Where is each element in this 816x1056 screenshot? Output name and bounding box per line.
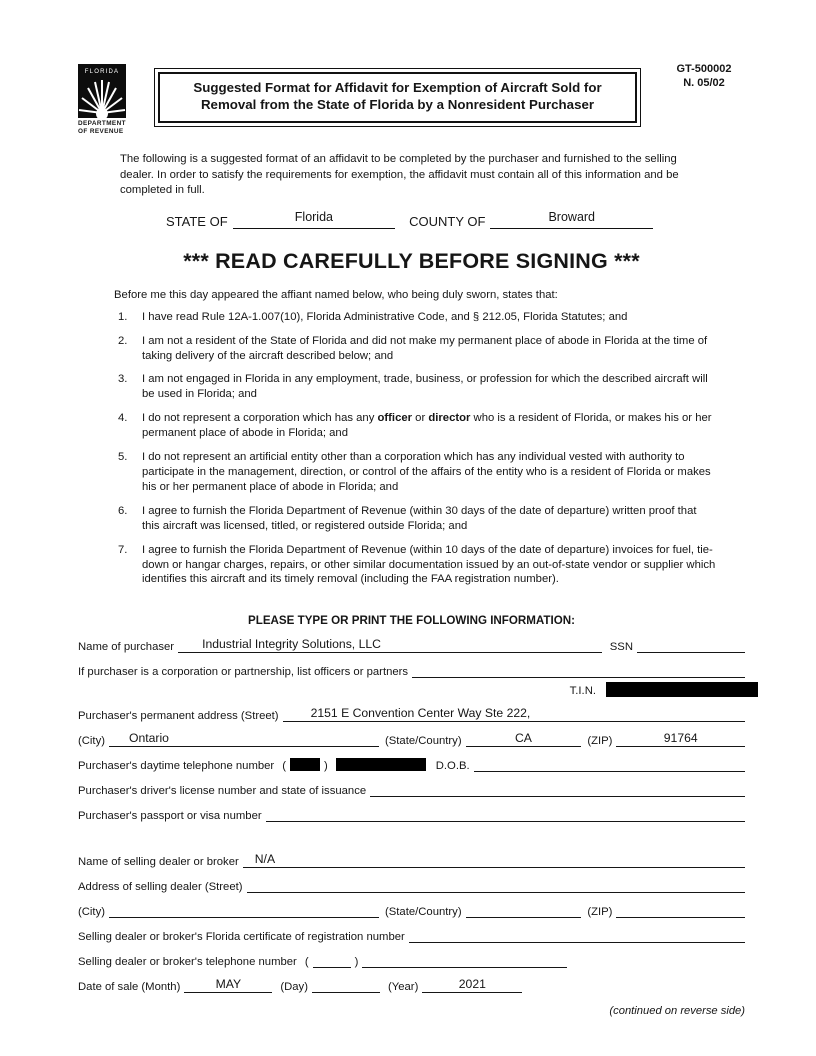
officers-row bbox=[78, 662, 745, 678]
item-text: I am not a resident of the State of Florida and did not make my permanent place of abode in Florida at the time of taking delivery of the aircraft described below; and bbox=[142, 334, 708, 362]
dob-line bbox=[474, 756, 745, 772]
state-of-value: Florida bbox=[294, 209, 333, 224]
dealer-cert-row bbox=[78, 927, 745, 943]
title-box-inner bbox=[158, 72, 637, 123]
purchaser-street-value: 2151 E Convention Center Way Ste 222, bbox=[310, 706, 531, 721]
print-notice: PLEASE TYPE OR PRINT THE FOLLOWING INFORMATION: bbox=[248, 614, 575, 628]
tin-redaction-box bbox=[606, 682, 758, 697]
city-value: Ontario bbox=[128, 731, 169, 746]
list-item bbox=[118, 411, 717, 441]
dealer-phone-line bbox=[362, 952, 567, 968]
close-paren: ) bbox=[323, 760, 328, 773]
purchaser-name-label: Name of purchaser bbox=[78, 641, 175, 654]
item-text: I am not engaged in Florida in any employment, trade, business, or profession for which the described aircraft will be used in Florida; and bbox=[142, 373, 708, 401]
dealer-phone-label: Selling dealer or broker's telephone number bbox=[78, 956, 297, 969]
dealer-cert-label: Selling dealer or broker's Florida certificate of registration number bbox=[78, 931, 405, 944]
dealer-area-code-line bbox=[313, 952, 351, 968]
phone-number-redaction-box bbox=[336, 758, 426, 771]
dealer-name-label: Name of selling dealer or broker bbox=[78, 856, 239, 869]
item-number: 6. bbox=[118, 504, 128, 517]
item-text: I have read Rule 12A-1.007(10), Florida Administrative Code, and § 212.05, Florida Statutes; and bbox=[142, 310, 628, 323]
item-number: 4. bbox=[118, 412, 128, 425]
year-label: (Year) bbox=[387, 981, 419, 994]
city-label: (City) bbox=[78, 906, 105, 919]
purchaser-name-row bbox=[78, 637, 745, 653]
state-country-label: (State/Country) bbox=[384, 735, 462, 748]
item-text bbox=[142, 411, 717, 441]
purchaser-phone-label: Purchaser's daytime telephone number bbox=[78, 760, 275, 773]
dob-label: D.O.B. bbox=[435, 760, 470, 773]
dealer-name-value: N/A bbox=[254, 852, 276, 867]
close-paren: ) bbox=[354, 956, 359, 969]
svg-text:FLORIDA: FLORIDA bbox=[84, 69, 120, 75]
year-line bbox=[422, 977, 522, 993]
county-of-line bbox=[490, 211, 653, 229]
date-of-sale-row bbox=[78, 977, 745, 993]
item-text-bold: director bbox=[428, 412, 471, 425]
dealer-street-row bbox=[78, 877, 745, 893]
state-country-value: CA bbox=[514, 731, 532, 746]
zip-label: (ZIP) bbox=[587, 735, 613, 748]
state-country-label: (State/Country) bbox=[384, 906, 462, 919]
purchaser-name-line bbox=[178, 637, 602, 653]
item-number: 5. bbox=[118, 451, 128, 464]
passport-label: Purchaser's passport or visa number bbox=[78, 810, 262, 823]
document-title: Suggested Format for Affidavit for Exemption of Aircraft Sold for Removal from the State of Florida by a Nonresident Purchaser bbox=[193, 80, 602, 113]
dealer-phone-row bbox=[78, 952, 745, 968]
area-code-redaction-box bbox=[290, 758, 320, 771]
purchaser-street-row bbox=[78, 706, 745, 722]
continued-note: (continued on reverse side) bbox=[609, 1005, 745, 1018]
sunburst-icon bbox=[78, 64, 126, 118]
city-label: (City) bbox=[78, 735, 105, 748]
officers-label: If purchaser is a corporation or partnership, list officers or partners bbox=[78, 666, 409, 679]
list-item bbox=[118, 372, 717, 402]
dealer-name-row bbox=[78, 852, 745, 868]
dealer-city-row bbox=[78, 902, 745, 918]
statement-list bbox=[118, 310, 717, 588]
license-row bbox=[78, 781, 745, 797]
county-of-value: Broward bbox=[548, 209, 596, 224]
item-text: I agree to furnish the Florida Department of Revenue (within 30 days of the date of departure) written proof that this aircraft was licensed, titled, or registered outside Florida; and bbox=[142, 504, 697, 532]
list-item bbox=[118, 310, 717, 325]
item-text-segment: I do not represent a corporation which has any bbox=[142, 412, 378, 425]
dealer-cert-line bbox=[409, 927, 745, 943]
month-line bbox=[184, 977, 272, 993]
title-box bbox=[154, 68, 641, 127]
state-country-line bbox=[466, 731, 582, 747]
list-item bbox=[118, 334, 717, 364]
day-label: (Day) bbox=[280, 981, 308, 994]
form-code-text: GT-500002 bbox=[676, 63, 732, 75]
dealer-street-label: Address of selling dealer (Street) bbox=[78, 881, 243, 894]
zip-value: 91764 bbox=[663, 731, 698, 746]
form-number bbox=[663, 62, 745, 91]
year-value: 2021 bbox=[458, 977, 486, 992]
officers-line bbox=[412, 662, 745, 678]
state-of-label: STATE OF bbox=[166, 213, 228, 229]
county-of-label: COUNTY OF bbox=[409, 213, 486, 229]
read-carefully-heading: *** READ CAREFULLY BEFORE SIGNING *** bbox=[183, 248, 640, 273]
ssn-line bbox=[637, 637, 745, 653]
dealer-zip-line bbox=[616, 902, 745, 918]
item-number: 2. bbox=[118, 334, 128, 347]
tin-row bbox=[78, 682, 745, 697]
month-value: MAY bbox=[215, 977, 242, 992]
item-number: 1. bbox=[118, 310, 128, 323]
florida-dor-logo bbox=[78, 64, 128, 136]
zip-label: (ZIP) bbox=[587, 906, 613, 919]
passport-line bbox=[266, 806, 745, 822]
dealer-city-line bbox=[109, 902, 379, 918]
tin-label: T.I.N. bbox=[569, 685, 596, 698]
item-text-segment: who is a resident of Florida, or makes his or her permanent place of abode in Florida; and bbox=[142, 412, 712, 440]
license-label: Purchaser's driver's license number and state of issuance bbox=[78, 785, 367, 798]
item-text-segment: or bbox=[412, 412, 429, 425]
header bbox=[78, 64, 745, 136]
dealer-state-line bbox=[466, 902, 582, 918]
purchaser-city-row bbox=[78, 731, 745, 747]
intro-paragraph: The following is a suggested format of an affidavit to be completed by the purchaser and furnished to the selling dealer. In order to satisfy the requirements for exemption, the affidavit must contain all of this information and be completed in full. bbox=[120, 153, 679, 197]
license-line bbox=[370, 781, 745, 797]
list-item bbox=[118, 504, 717, 534]
passport-row bbox=[78, 806, 745, 822]
affirmation-intro: Before me this day appeared the affiant named below, who being duly sworn, states that: bbox=[114, 288, 558, 301]
item-text-bold: officer bbox=[377, 412, 413, 425]
form-fields bbox=[78, 637, 745, 993]
purchaser-phone-row bbox=[78, 756, 745, 772]
ssn-label: SSN bbox=[609, 641, 633, 654]
list-item bbox=[118, 450, 717, 495]
item-number: 3. bbox=[118, 373, 128, 386]
item-text: I do not represent an artificial entity other than a corporation which has any individual vested with authority to participate in the management, direction, or control of the affairs of the entity who is a resident of Florida or makes his or her permanent place of abode in Florida; and bbox=[142, 451, 711, 493]
open-paren: ( bbox=[304, 956, 309, 969]
date-of-sale-label: Date of sale (Month) bbox=[78, 981, 181, 994]
city-line bbox=[109, 731, 379, 747]
dealer-street-line bbox=[247, 877, 745, 893]
item-number: 7. bbox=[118, 543, 128, 556]
dealer-name-line bbox=[243, 852, 745, 868]
open-paren: ( bbox=[282, 760, 286, 773]
list-item bbox=[118, 543, 717, 588]
item-text: I agree to furnish the Florida Department of Revenue (within 10 days of the date of departure) invoices for fuel, tie-down or hangar charges, repairs, or other similar documentation issued by an out-of-state vendor or supplier which identifies this aircraft and its timely removal (including the FAA registration number). bbox=[142, 543, 716, 586]
department-line2: OF REVENUE bbox=[78, 128, 124, 135]
zip-line bbox=[616, 731, 745, 747]
purchaser-street-label: Purchaser's permanent address (Street) bbox=[78, 710, 279, 723]
department-name bbox=[78, 120, 128, 136]
state-of-line bbox=[233, 211, 396, 229]
department-line1: DEPARTMENT bbox=[78, 120, 126, 127]
purchaser-street-line bbox=[283, 706, 745, 722]
form-revision-text: N. 05/02 bbox=[683, 77, 725, 90]
day-line bbox=[312, 977, 380, 993]
state-county-row bbox=[166, 211, 653, 229]
purchaser-name-value: Industrial Integrity Solutions, LLC bbox=[202, 637, 381, 652]
